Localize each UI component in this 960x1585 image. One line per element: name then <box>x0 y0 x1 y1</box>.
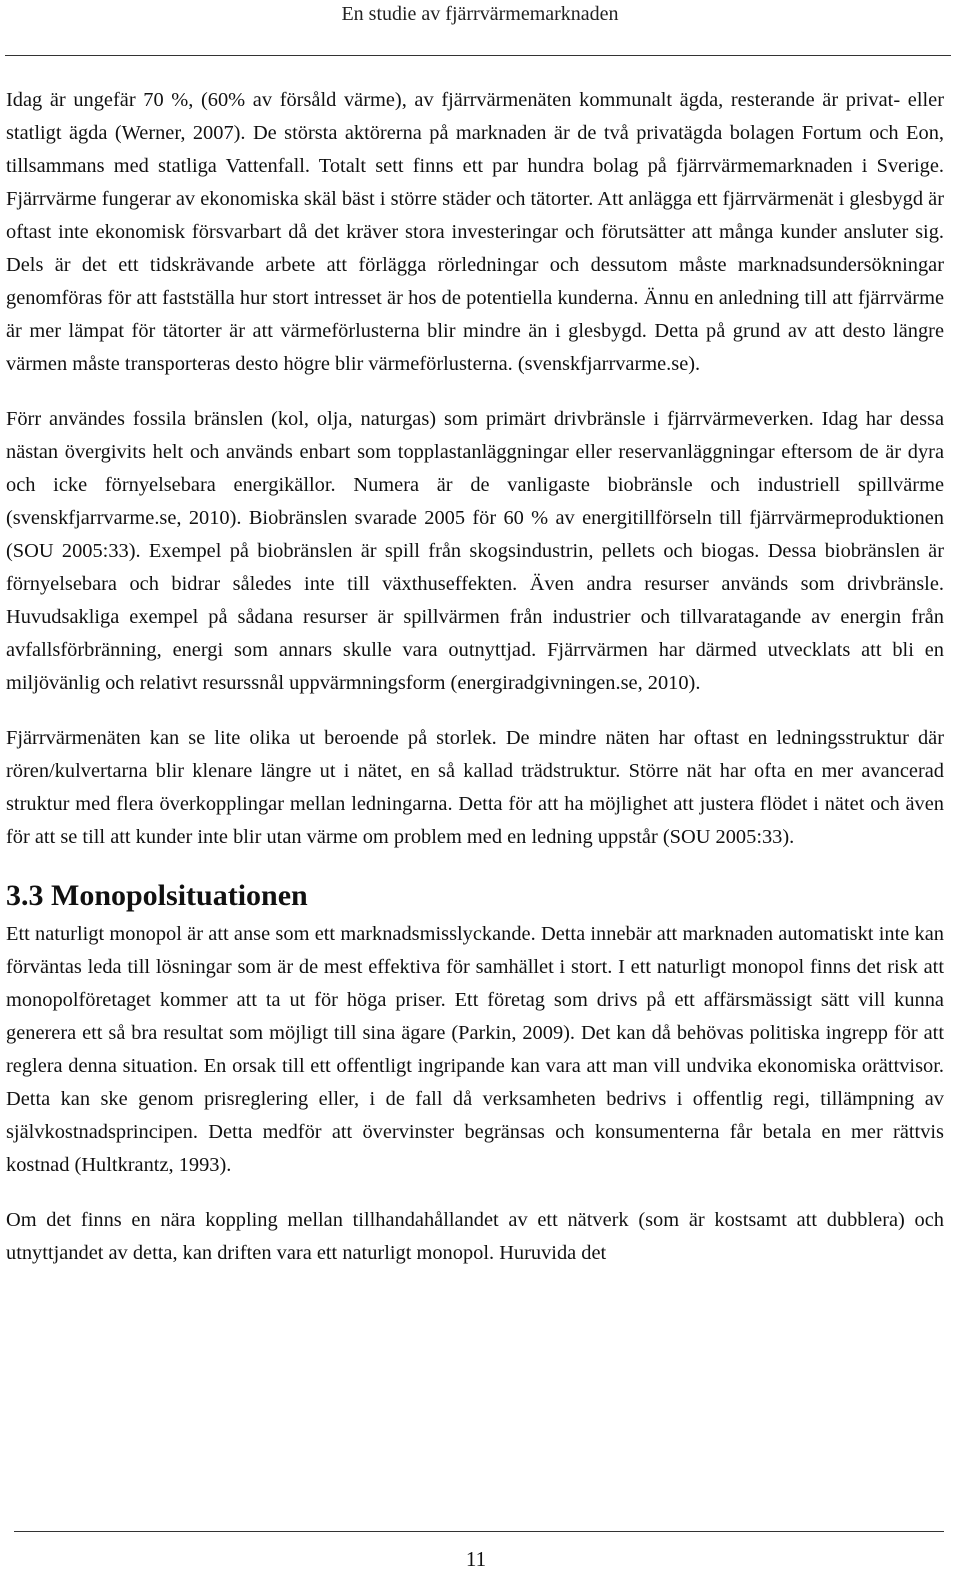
page-body <box>6 84 944 1292</box>
paragraph-natural-monopoly: Ett naturligt monopol är att anse som ett marknadsmisslyckande. Detta innebär att marknaden automatiskt inte kan förväntas leda till lösningar som är de mest effektiva för samhället i stort. I ett naturligt monopol finns det risk att monopolföretaget kommer att ta ut för höga priser. Ett företag som drivs på ett affärsmässigt sätt vill kunna generera ett så bra resultat som möjligt till sina ägare (Parkin, 2009). Det kan då behövas politiska ingrepp för att reglera denna situation. En orsak till ett offentligt ingripande kan vara att man vill undvika ekonomiska orättvisor. Detta kan ske genom prisreglering eller, i de fall då verksamheten bedrivs i offentlig regi, tillämpning av självkostnadsprincipen. Detta medför att övervinster begränsas och konsumenterna får betala en mer rättvis kostnad (Hultkrantz, 1993). <box>6 923 944 1176</box>
paragraph-ownership: Idag är ungefär 70 %, (60% av försåld värme), av fjärrvärmenäten kommunalt ägda, resterande är privat- eller statligt ägda (Werner, 2007). De största aktörerna på marknaden är de två privatägda bolagen Fortum och Eon, tillsammans med statliga Vattenfall. Totalt sett finns ett par hundra bolag på fjärrvärmemarknaden i Sverige. Fjärrvärme fungerar av ekonomiska skäl bäst i större städer och tätorter. Att anlägga ett fjärrvärmenät i glesbygd är oftast inte ekonomisk försvarbart då det kräver stora investeringar och förutsätter att många kunder ansluter sig. Dels är det ett tidskrävande arbete att förlägga rörledningar och dessutom måste marknadsundersökningar genomföras för att fastställa hur stort intresset är hos de potentiella kunderna. Ännu en anledning till att fjärrvärme är mer lämpat för tätorter är att värmeförlusterna blir mindre än i glesbygd. Detta på grund av att desto längre värmen måste transporteras desto högre blir värmeförlusterna. (svenskfjarrvarme.se). <box>6 89 944 375</box>
header-divider <box>5 55 951 56</box>
footer-divider <box>14 1531 944 1532</box>
paragraph-fuels: Förr användes fossila bränslen (kol, olja, naturgas) som primärt drivbränsle i fjärrvärmeverken. Idag har dessa nästan övergivits helt och används enbart som topplastanläggningar eller reservanläggningar eftersom de är dyra och icke förnyelsebara energikällor. Numera är de vanligaste biobränsle och industriell spillvärme (svenskfjarrvarme.se, 2010). Biobränslen svarade 2005 för 60 % av energitillförseln till fjärrvärmeproduktionen (SOU 2005:33). Exempel på biobränslen är spill från skogsindustrin, pellets och biogas. Dessa biobränslen är förnyelsebara och bidrar således inte till växthuseffekten. Även andra resurser används som drivbränsle. Huvudsakliga exempel på sådana resurser är spillvärmen från industrier och tillvaratagande av energin från avfallsförbränning, energi som annars skulle vara outnyttjad. Fjärrvärmen har därmed utvecklats att bli en miljövänlig och relativt resurssnål uppvärmningsform (energiradgivningen.se, 2010). <box>6 408 944 694</box>
paragraph-network-structure: Fjärrvärmenäten kan se lite olika ut beroende på storlek. De mindre näten har oftast en ledningsstruktur där rören/kulvertarna blir klenare längre ut i nätet, en så kallad trädstruktur. Större nät har ofta en mer avancerad struktur med flera överkopplingar mellan ledningarna. Detta för att ha möjlighet att justera flödet i nätet och även för att se till att kunder inte blir utan värme om problem med en ledning uppstår (SOU 2005:33). <box>6 727 944 848</box>
paragraph-network-coupling: Om det finns en nära koppling mellan tillhandahållandet av ett nätverk (som är kostsamt att dubblera) och utnyttjandet av detta, kan driften vara ett naturligt monopol. Huruvida det <box>6 1209 944 1264</box>
section-heading: 3.3 Monopolsituationen <box>6 879 308 912</box>
page-number: 11 <box>465 1547 487 1571</box>
running-header: En studie av fjärrvärmemarknaden <box>341 3 619 25</box>
